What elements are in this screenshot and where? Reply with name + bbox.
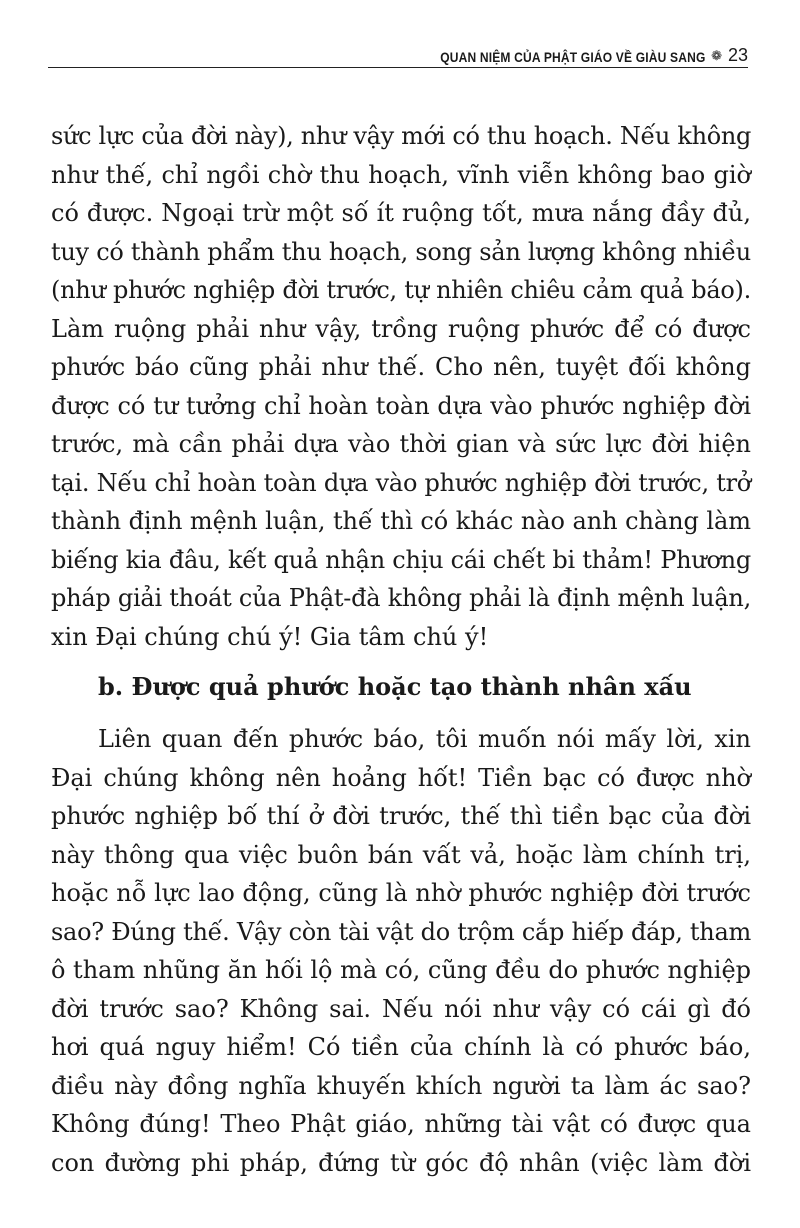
paragraph-1: [51, 117, 751, 656]
page-number: 23: [727, 45, 748, 65]
running-title: QUAN NIỆM CỦA PHẬT GIÁO VỀ GIÀU SANG: [439, 49, 706, 65]
text-line: như thế, chỉ ngồi chờ thu hoạch, vĩnh viễn không bao giờ: [51, 160, 751, 189]
text-line: tại. Nếu chỉ hoàn toàn dựa vào phước nghiệp đời trước, trở: [51, 468, 751, 497]
section-heading: b. Được quả phước hoặc tạo thành nhân xấu: [98, 672, 692, 701]
text-line: con đường phi pháp, đứng từ góc độ nhân (việc làm đời: [51, 1148, 751, 1177]
text-line: hoặc nỗ lực lao động, cũng là nhờ phước nghiệp đời trước: [51, 879, 751, 907]
text-line: thành định mệnh luận, thế thì có khác nào anh chàng làm: [51, 507, 751, 535]
text-line: tuy có thành phẩm thu hoạch, song sản lượng không nhiều: [51, 237, 751, 266]
paragraph-2: [51, 720, 751, 1182]
flower-ornament-icon: ❁: [711, 49, 722, 64]
text-line: sức lực của đời này), như vậy mới có thu hoạch. Nếu không: [51, 122, 751, 150]
text-line: xin Đại chúng chú ý! Gia tâm chú ý!: [51, 622, 489, 651]
text-line: Liên quan đến phước báo, tôi muốn nói mấy lời, xin: [98, 725, 751, 753]
text-line: đời trước sao? Không sai. Nếu nói như vậy có cái gì đó: [51, 994, 751, 1023]
text-line: Không đúng! Theo Phật giáo, những tài vật có được qua: [51, 1110, 751, 1138]
text-line: biếng kia đâu, kết quả nhận chịu cái chết bi thảm! Phương: [51, 545, 751, 574]
text-line: trước, mà cần phải dựa vào thời gian và sức lực đời hiện: [51, 430, 751, 458]
running-header: [48, 40, 748, 68]
text-line: được có tư tưởng chỉ hoàn toàn dựa vào phước nghiệp đời: [51, 391, 751, 420]
text-line: ô tham nhũng ăn hối lộ mà có, cũng đều do phước nghiệp: [51, 956, 752, 984]
text-line: (như phước nghiệp đời trước, tự nhiên chiêu cảm quả báo).: [51, 276, 751, 304]
text-line: sao? Đúng thế. Vậy còn tài vật do trộm cắp hiếp đáp, tham: [51, 917, 751, 946]
text-line: Làm ruộng phải như vậy, trồng ruộng phước để có được: [51, 314, 751, 343]
text-line: phước báo cũng phải như thế. Cho nên, tuyệt đối không: [51, 353, 751, 381]
text-line: pháp giải thoát của Phật-đà không phải là định mệnh luận,: [51, 584, 751, 612]
text-line: phước nghiệp bố thí ở đời trước, thế thì tiền bạc của đời: [51, 802, 751, 830]
text-line: này thông qua việc buôn bán vất vả, hoặc làm chính trị,: [51, 840, 751, 869]
text-line: điều này đồng nghĩa khuyến khích người ta làm ác sao?: [51, 1071, 751, 1100]
text-line: có được. Ngoại trừ một số ít ruộng tốt, mưa nắng đầy đủ,: [51, 199, 751, 227]
text-line: Đại chúng không nên hoảng hốt! Tiền bạc có được nhờ: [51, 763, 751, 792]
text-line: hơi quá nguy hiểm! Có tiền của chính là có phước báo,: [51, 1033, 751, 1061]
